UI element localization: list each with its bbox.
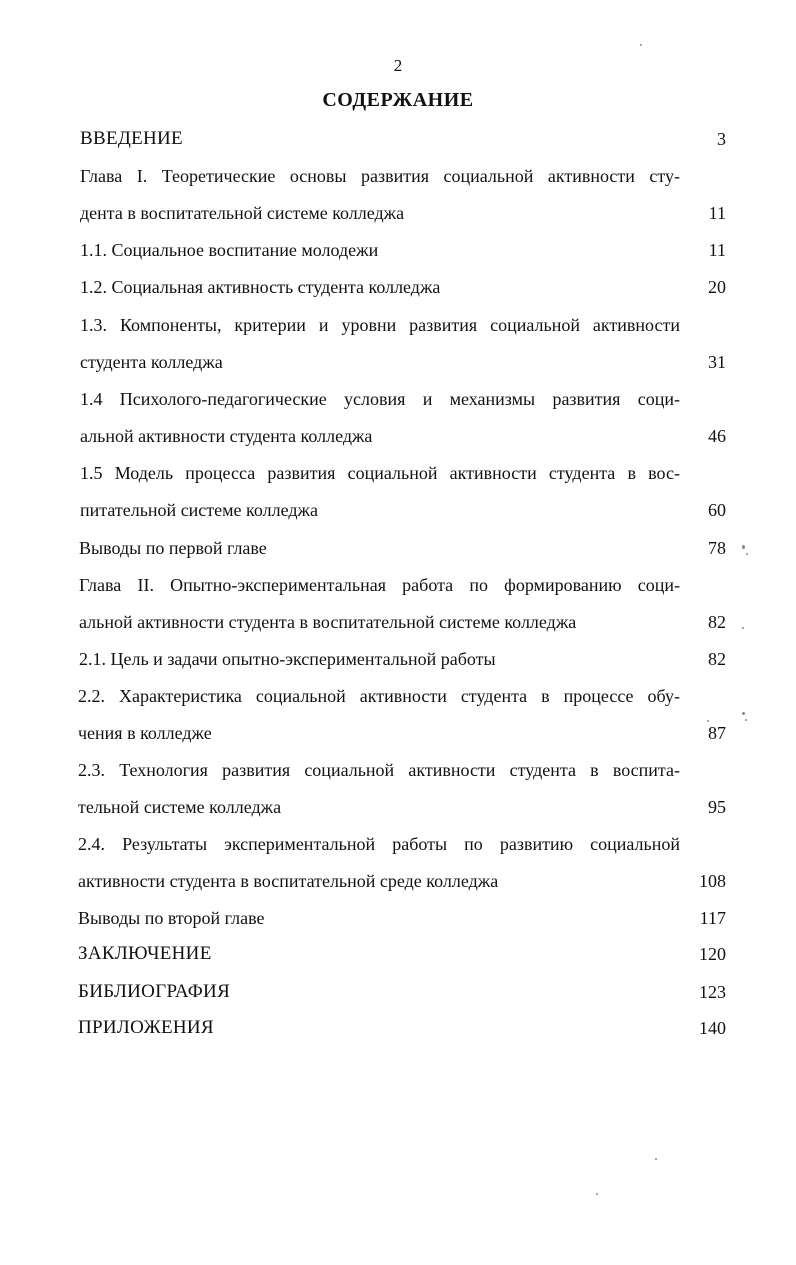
toc-entry-text: активности студента в воспитательной среде колледжа (78, 871, 499, 891)
scan-speck (640, 44, 642, 46)
toc-entry-text: 1.3. Компоненты, критерии и уровни развития социальной активности (80, 315, 680, 335)
toc-entry-text: студента колледжа (80, 352, 223, 372)
scan-speck (742, 627, 744, 629)
toc-entry-text: 1.5 Модель процесса развития социальной активности студента в вос- (80, 463, 680, 483)
scan-speck (655, 1158, 657, 1160)
scan-speck (746, 553, 748, 555)
scan-speck (742, 712, 745, 715)
toc-entry-page: 3 (717, 129, 726, 149)
toc-entry-text: ЗАКЛЮЧЕНИЕ (78, 943, 212, 964)
toc-entry-text: Выводы по первой главе (79, 538, 267, 558)
toc-entry-page: 11 (708, 203, 726, 223)
toc-entry-text: ВВЕДЕНИЕ (80, 128, 183, 149)
toc-entry-page: 120 (699, 944, 726, 964)
toc-entry-text: 2.2. Характеристика социальной активности студента в процессе обу- (78, 686, 680, 706)
toc-entry-text: 2.3. Технология развития социальной активности студента в воспита- (78, 760, 680, 780)
scan-speck (745, 719, 747, 721)
toc-entry-page: 108 (699, 871, 726, 891)
toc-entry-text: Глава II. Опытно-экспериментальная работа по формированию соци- (79, 575, 680, 595)
toc-entry-page: 20 (708, 277, 726, 297)
toc-entry-text: альной активности студента колледжа (80, 426, 373, 446)
toc-entry-page: 31 (708, 352, 726, 372)
toc-entry-page: 60 (708, 500, 726, 520)
toc-entry-page: 82 (708, 612, 726, 632)
toc-entry-page: 46 (708, 426, 726, 446)
toc-entry-text: БИБЛИОГРАФИЯ (78, 981, 231, 1002)
scan-speck (707, 720, 709, 722)
toc-entry-text: альной активности студента в воспитательной системе колледжа (79, 612, 577, 632)
toc-entry-page: 123 (699, 982, 726, 1002)
toc-entry-text: Глава I. Теоретические основы развития социальной активности сту- (80, 166, 680, 186)
toc-entry-text: ПРИЛОЖЕНИЯ (78, 1017, 214, 1038)
toc-entry-page: 87 (708, 723, 726, 743)
toc-entry-page: 82 (708, 649, 726, 669)
page-number: 2 (393, 56, 403, 75)
toc-entry-page: 140 (699, 1018, 726, 1038)
toc-entry-text: 1.1. Социальное воспитание молодежи (80, 240, 379, 260)
toc-entry-text: Выводы по второй главе (78, 908, 265, 928)
toc-entry-text: дента в воспитательной системе колледжа (80, 203, 405, 223)
toc-entry-text: 1.4 Психолого-педагогические условия и механизмы развития соци- (80, 389, 680, 409)
toc-entry-text: 1.2. Социальная активность студента колледжа (80, 277, 441, 297)
scan-speck (596, 1193, 598, 1195)
toc-entry-text: тельной системе колледжа (78, 797, 282, 817)
toc-entry-text: 2.1. Цель и задачи опытно-экспериментальной работы (79, 649, 496, 669)
toc-entry-page: 78 (708, 538, 726, 558)
toc-entry-page: 117 (699, 908, 726, 928)
toc-entry-page: 95 (708, 797, 726, 817)
scan-speck (742, 545, 745, 549)
toc-title: СОДЕРЖАНИЕ (322, 89, 474, 111)
toc-entry-page: 11 (708, 240, 726, 260)
toc-entry-text: питательной системе колледжа (80, 500, 318, 520)
toc-entry-text: 2.4. Результаты экспериментальной работы по развитию социальной (78, 834, 680, 854)
toc-entry-text: чения в колледже (78, 723, 212, 743)
